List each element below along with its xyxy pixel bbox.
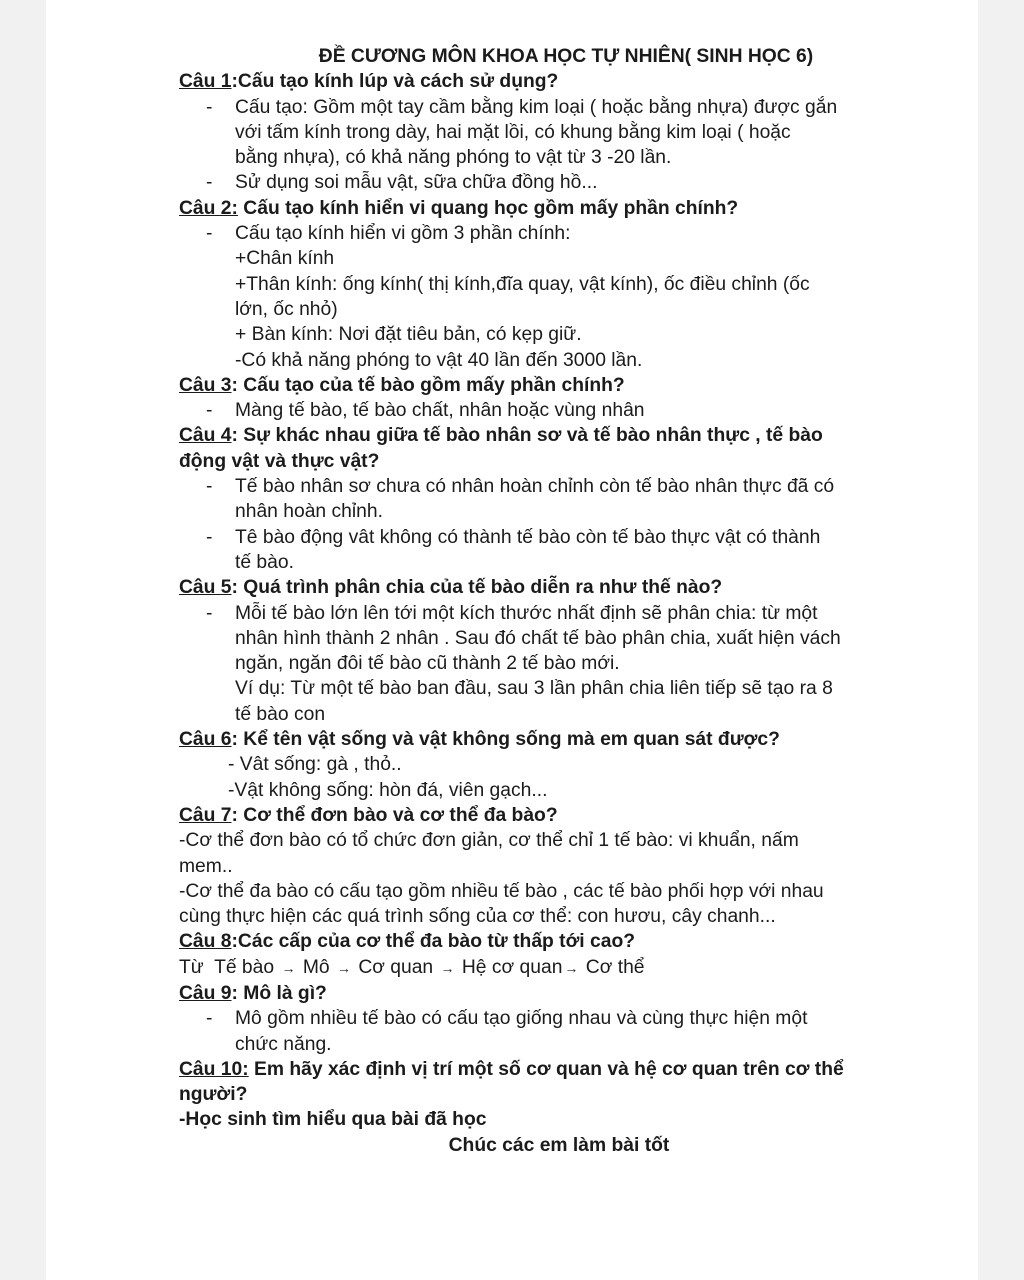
arrow-right-icon: → <box>336 959 351 976</box>
question-10-text-cont: người? <box>179 1084 248 1106</box>
q1-bullet-2: - Sử dụng soi mẫu vật, sữa chữa đồng hồ... <box>179 170 929 195</box>
question-8-text: :Các cấp của cơ thể đa bào từ thấp tới cao? <box>231 931 636 953</box>
q4-bullet-1-line-2: nhân hoàn chỉnh. <box>235 501 383 523</box>
question-4 <box>179 423 929 448</box>
q2-line-magnification: -Có khả năng phóng to vật 40 lần đến 3000 lần. <box>235 349 643 371</box>
q5-bullet-1-line-2: nhân hình thành 2 nhân . Sau đó chất tế bào phân chia, xuất hiện vách <box>235 627 841 649</box>
question-7-number: Câu 7 <box>179 804 232 826</box>
question-9-number: Câu 9 <box>179 982 232 1004</box>
flow-lead: Từ <box>179 956 204 978</box>
question-6 <box>179 727 929 752</box>
q10-answer: -Học sinh tìm hiểu qua bài đã học <box>179 1109 487 1131</box>
q2-bullet-1: - Cấu tạo kính hiển vi gồm 3 phần chính: <box>179 221 929 246</box>
q6-living-things: - Vât sống: gà , thỏ.. <box>228 754 402 776</box>
q3-bullet-1: - Màng tế bào, tế bào chất, nhân hoặc vùng nhân <box>179 398 929 423</box>
bullet-dash: - <box>206 400 213 422</box>
question-9-text: : Mô là gì? <box>231 982 327 1004</box>
bullet-dash: - <box>206 96 213 118</box>
bullet-dash: - <box>206 602 213 624</box>
q4-bullet-2: - Tê bào động vât không có thành tế bào còn tế bào thực vật có thành <box>179 525 929 550</box>
question-8 <box>179 929 929 954</box>
question-1 <box>179 69 929 94</box>
question-5-number: Câu 5 <box>179 577 232 599</box>
document-page <box>46 0 978 1280</box>
q9-bullet-1: - Mô gồm nhiều tế bào có cấu tạo giống nhau và cùng thực hiện một <box>179 1006 929 1031</box>
q1-bullet-1-line-3: bằng nhựa), có khả năng phóng to vật từ 3 -20 lần. <box>235 147 672 169</box>
bullet-dash: - <box>206 526 213 548</box>
q8-hierarchy-flow <box>179 955 929 981</box>
question-10-number: Câu 10: <box>179 1058 249 1080</box>
bullet-dash: - <box>206 172 213 194</box>
flow-step-te-bao: Tế bào <box>214 956 275 978</box>
q2-line-than-kinh: +Thân kính: ống kính( thị kính,đĩa quay, vật kính), ốc điều chỉnh (ốc <box>235 273 810 295</box>
flow-step-mo: Mô <box>302 956 330 978</box>
arrow-right-icon: → <box>281 959 296 976</box>
q2-line-chan-kinh: +Chân kính <box>235 248 335 270</box>
question-4-text-cont: động vật và thực vật? <box>179 450 380 472</box>
arrow-right-icon: → <box>564 959 579 976</box>
q4-bullet-1: - Tế bào nhân sơ chưa có nhân hoàn chỉnh còn tế bào nhân thực đã có <box>179 474 929 499</box>
question-2 <box>179 196 929 221</box>
bullet-dash: - <box>206 476 213 498</box>
q9-bullet-1-line-2: chức năng. <box>235 1033 332 1055</box>
flow-step-co-the: Cơ thể <box>585 956 645 978</box>
q5-example-line-2: tế bào con <box>235 703 326 725</box>
flow-step-co-quan: Cơ quan <box>358 956 434 978</box>
closing-message: Chúc các em làm bài tốt <box>448 1134 670 1156</box>
bullet-dash: - <box>206 1008 213 1030</box>
q7-multicellular: -Cơ thể đa bào có cấu tạo gồm nhiều tế bào , các tế bào phối hợp với nhau <box>179 880 824 902</box>
question-5 <box>179 575 929 600</box>
q7-unicellular: -Cơ thể đơn bào có tổ chức đơn giản, cơ thể chỉ 1 tế bào: vi khuẩn, nấm <box>179 830 799 852</box>
q7-multicellular-cont: cùng thực hiện các quá trình sống của cơ thể: con hươu, cây chanh... <box>179 906 776 928</box>
question-2-text: Cấu tạo kính hiển vi quang học gồm mấy phần chính? <box>237 197 739 219</box>
question-6-text: : Kể tên vật sống và vật không sống mà em quan sát được? <box>231 729 780 751</box>
document-content <box>179 44 929 1158</box>
q2-line-ban-kinh: + Bàn kính: Nơi đặt tiêu bản, có kẹp giữ. <box>235 324 582 346</box>
q1-bullet-1: - Cấu tạo: Gồm một tay cầm bằng kim loại ( hoặc bằng nhựa) được gắn <box>179 95 929 120</box>
q6-nonliving-things: -Vật không sống: hòn đá, viên gạch... <box>228 779 548 801</box>
question-3-number: Câu 3 <box>179 374 232 396</box>
q1-bullet-1-line-2: với tấm kính trong dày, hai mặt lồi, có khung bằng kim loại ( hoặc <box>235 121 791 143</box>
question-8-number: Câu 8 <box>179 931 232 953</box>
q5-example: Ví dụ: Từ một tế bào ban đầu, sau 3 lần phân chia liên tiếp sẽ tạo ra 8 <box>235 678 833 700</box>
question-3-text: : Cấu tạo của tế bào gồm mấy phần chính? <box>231 374 625 396</box>
question-10 <box>179 1057 929 1082</box>
flow-step-he-co-quan: Hệ cơ quan <box>461 956 563 978</box>
question-7 <box>179 803 929 828</box>
arrow-right-icon: → <box>440 959 455 976</box>
question-5-text: : Quá trình phân chia của tế bào diễn ra như thế nào? <box>231 577 723 599</box>
q7-unicellular-cont: mem.. <box>179 855 233 877</box>
document-title: ĐỀ CƯƠNG MÔN KHOA HỌC TỰ NHIÊN( SINH HỌC 6) <box>318 46 814 67</box>
question-10-text: Em hãy xác định vị trí một số cơ quan và hệ cơ quan trên cơ thể <box>248 1058 844 1080</box>
question-2-number: Câu 2: <box>179 197 238 219</box>
question-4-text: : Sự khác nhau giữa tế bào nhân sơ và tế bào nhân thực , tế bào <box>231 425 823 447</box>
question-7-text: : Cơ thể đơn bào và cơ thể đa bào? <box>231 804 558 826</box>
q4-bullet-2-line-2: tế bào. <box>235 551 294 573</box>
question-1-text: :Cấu tạo kính lúp và cách sử dụng? <box>231 71 559 93</box>
question-1-number: Câu 1 <box>179 71 232 93</box>
q2-line-than-kinh-cont: lớn, ốc nhỏ) <box>235 298 338 320</box>
q5-bullet-1-line-3: ngăn, ngăn đôi tế bào cũ thành 2 tế bào mới. <box>235 653 620 675</box>
q5-bullet-1: - Mỗi tế bào lớn lên tới một kích thước nhất định sẽ phân chia: từ một <box>179 601 929 626</box>
question-9 <box>179 981 929 1006</box>
bullet-dash: - <box>206 223 213 245</box>
question-6-number: Câu 6 <box>179 729 232 751</box>
question-4-number: Câu 4 <box>179 425 232 447</box>
question-3 <box>179 373 929 398</box>
